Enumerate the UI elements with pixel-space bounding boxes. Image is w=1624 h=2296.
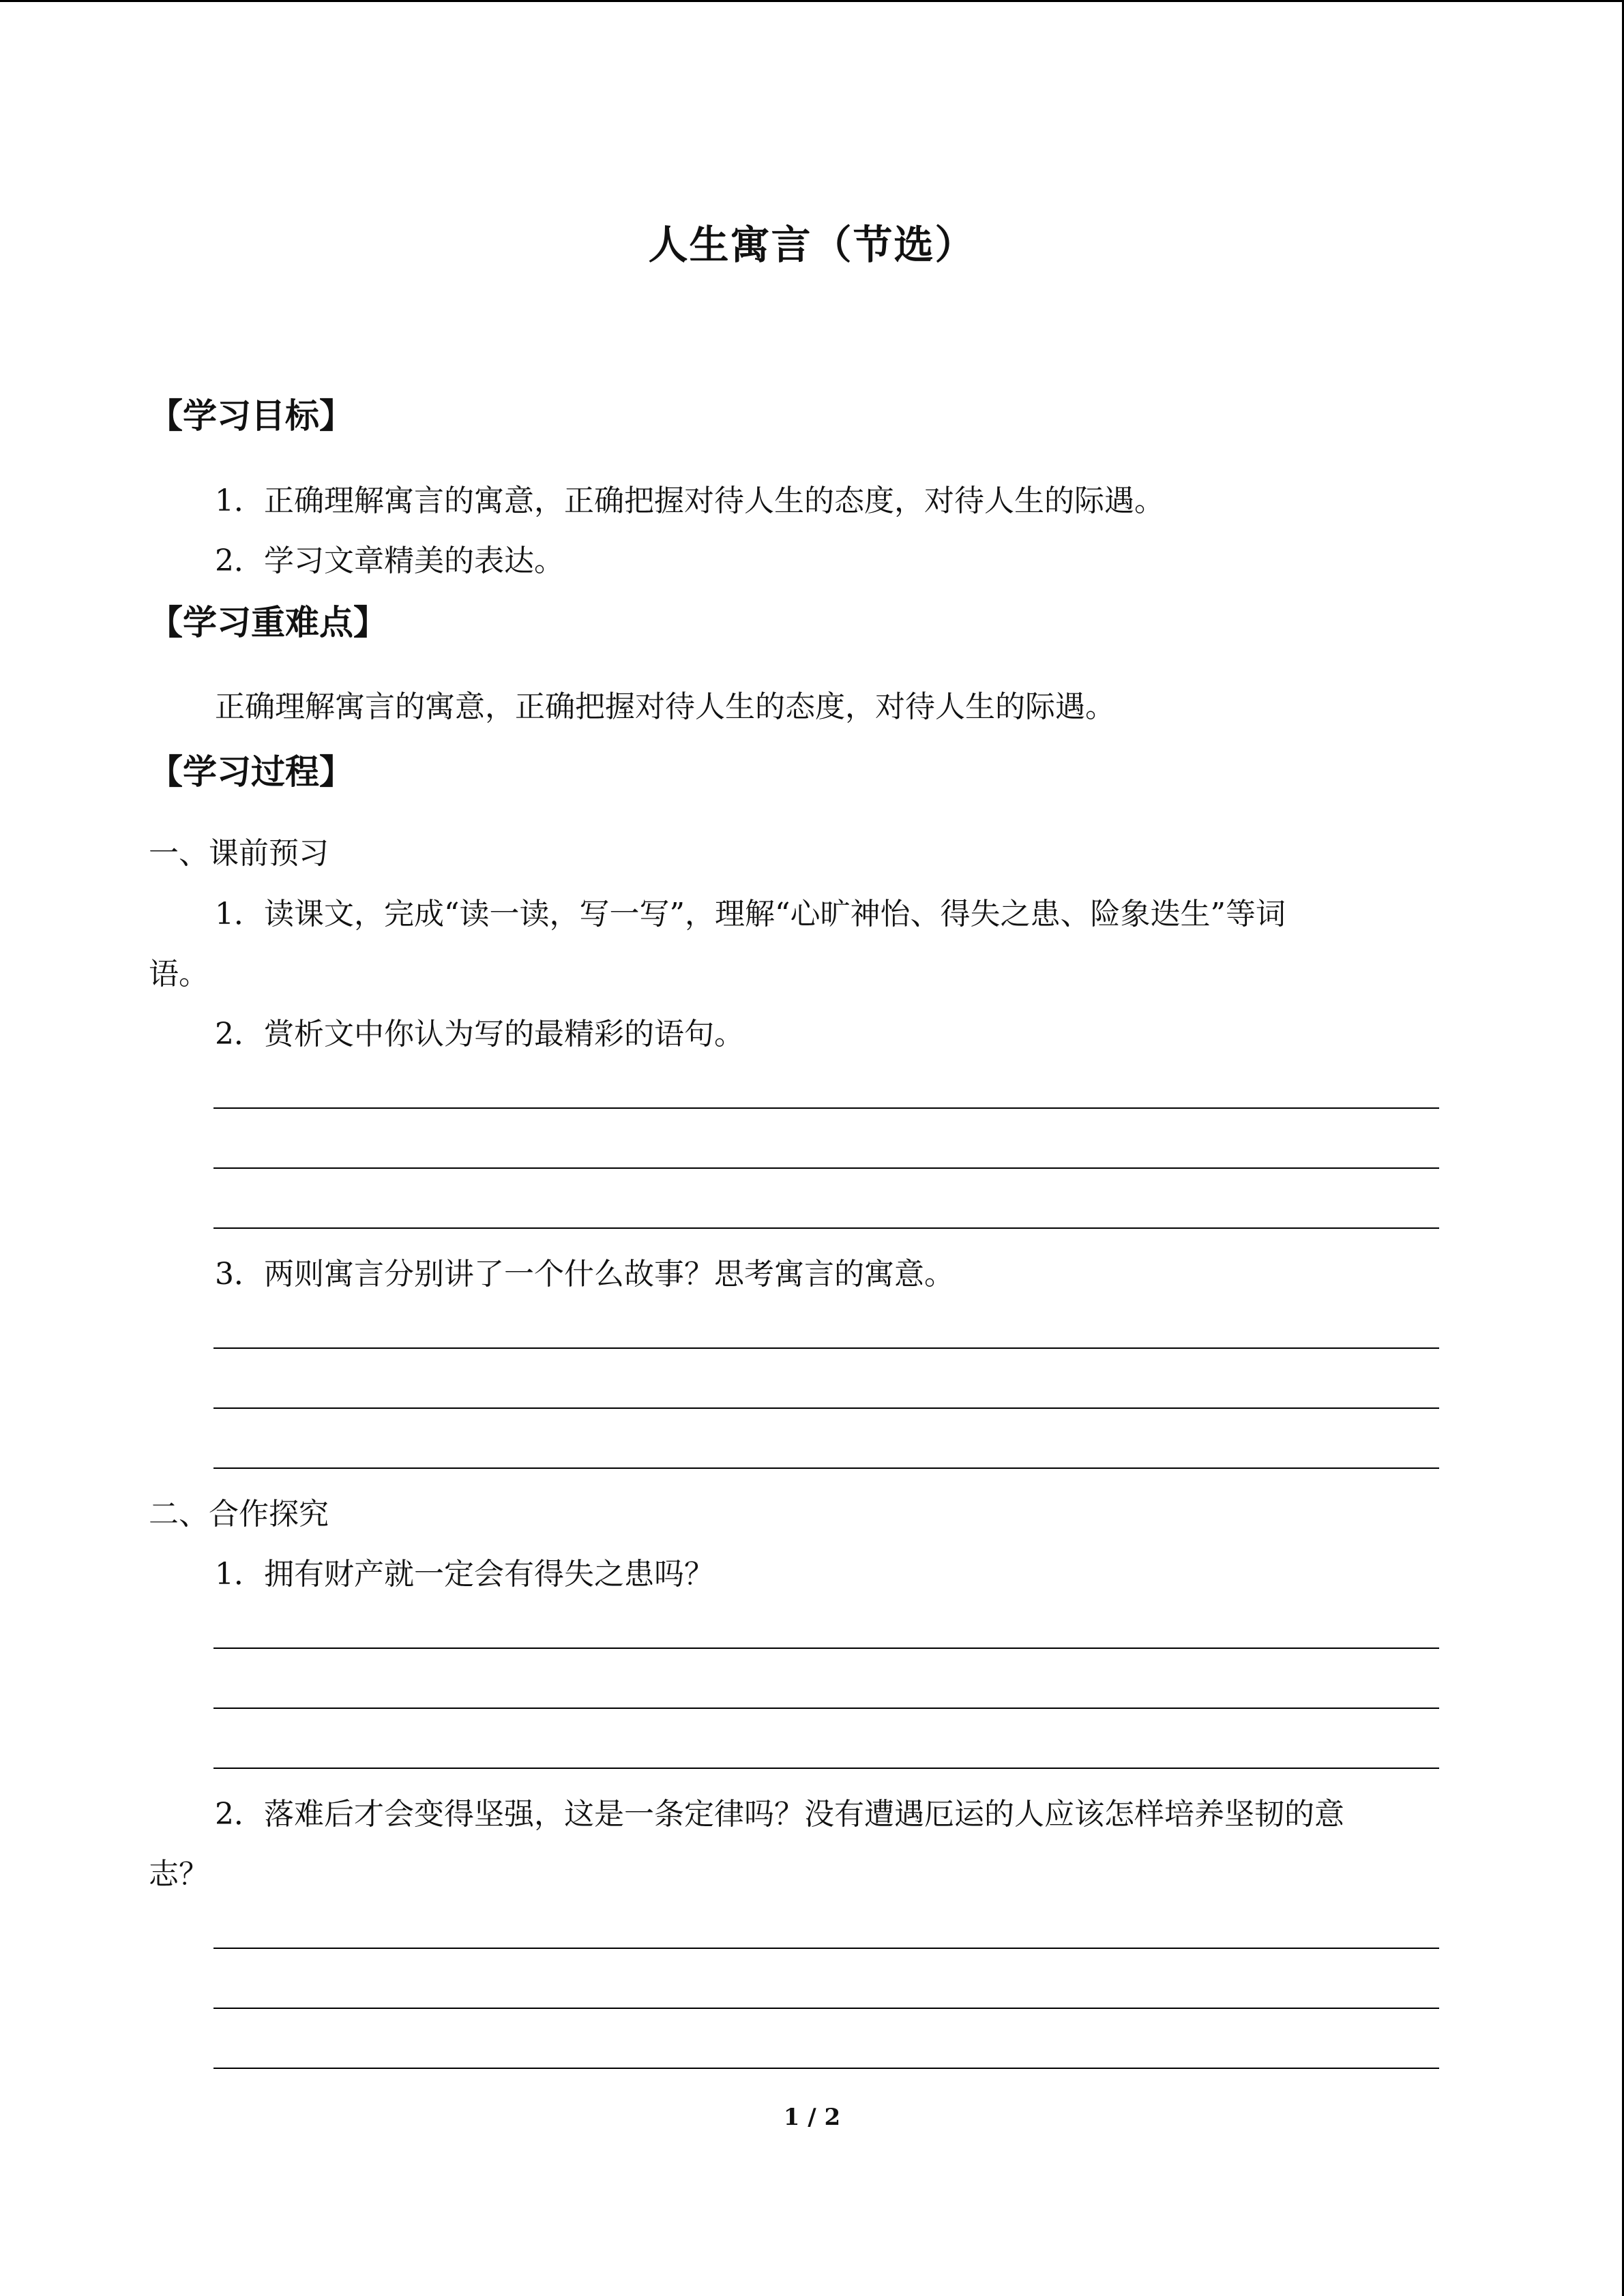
- part1-question-1: 1．读课文，完成“读一读，写一写”，理解“心旷神怡、得失之患、险象迭生”等词: [215, 897, 1286, 931]
- answer-line[interactable]: [213, 1708, 1439, 1709]
- part2-question-1: 1．拥有财产就一定会有得失之患吗？: [215, 1557, 714, 1592]
- part1-question-3: 3．两则寓言分别讲了一个什么故事？思考寓言的寓意。: [215, 1257, 954, 1292]
- answer-line[interactable]: [213, 2008, 1439, 2009]
- page-number: 1 / 2: [783, 2104, 841, 2131]
- key-points-text: 正确理解寓言的寓意，正确把握对待人生的态度，对待人生的际遇。: [215, 689, 1115, 724]
- answer-line[interactable]: [213, 1768, 1439, 1769]
- part2-question-2-continued: 志？: [149, 1857, 209, 1892]
- section-heading-process: 【学习过程】: [149, 751, 353, 792]
- answer-line[interactable]: [213, 1948, 1439, 1949]
- page-title: 人生寓言（节选）: [648, 222, 976, 268]
- answer-line[interactable]: [213, 1107, 1439, 1109]
- part1-question-2: 2．赏析文中你认为写的最精彩的语句。: [215, 1017, 744, 1052]
- answer-line[interactable]: [213, 1407, 1439, 1409]
- part2-heading: 二、合作探究: [149, 1497, 329, 1532]
- answer-line[interactable]: [213, 1167, 1439, 1169]
- goal-item-2: 2．学习文章精美的表达。: [215, 543, 564, 578]
- part1-heading: 一、课前预习: [149, 836, 329, 871]
- answer-line[interactable]: [213, 1347, 1439, 1349]
- answer-line[interactable]: [213, 2068, 1439, 2069]
- answer-line[interactable]: [213, 1648, 1439, 1649]
- answer-line[interactable]: [213, 1467, 1439, 1469]
- section-heading-goals: 【学习目标】: [149, 396, 353, 436]
- answer-line[interactable]: [213, 1227, 1439, 1229]
- goal-item-1: 1．正确理解寓言的寓意，正确把握对待人生的态度，对待人生的际遇。: [215, 483, 1164, 518]
- part1-question-1-continued: 语。: [149, 957, 209, 992]
- page-border-top: [0, 0, 1624, 2]
- section-heading-key-points: 【学习重难点】: [149, 602, 387, 642]
- part2-question-2: 2．落难后才会变得坚强，这是一条定律吗？没有遭遇厄运的人应该怎样培养坚韧的意: [215, 1797, 1344, 1832]
